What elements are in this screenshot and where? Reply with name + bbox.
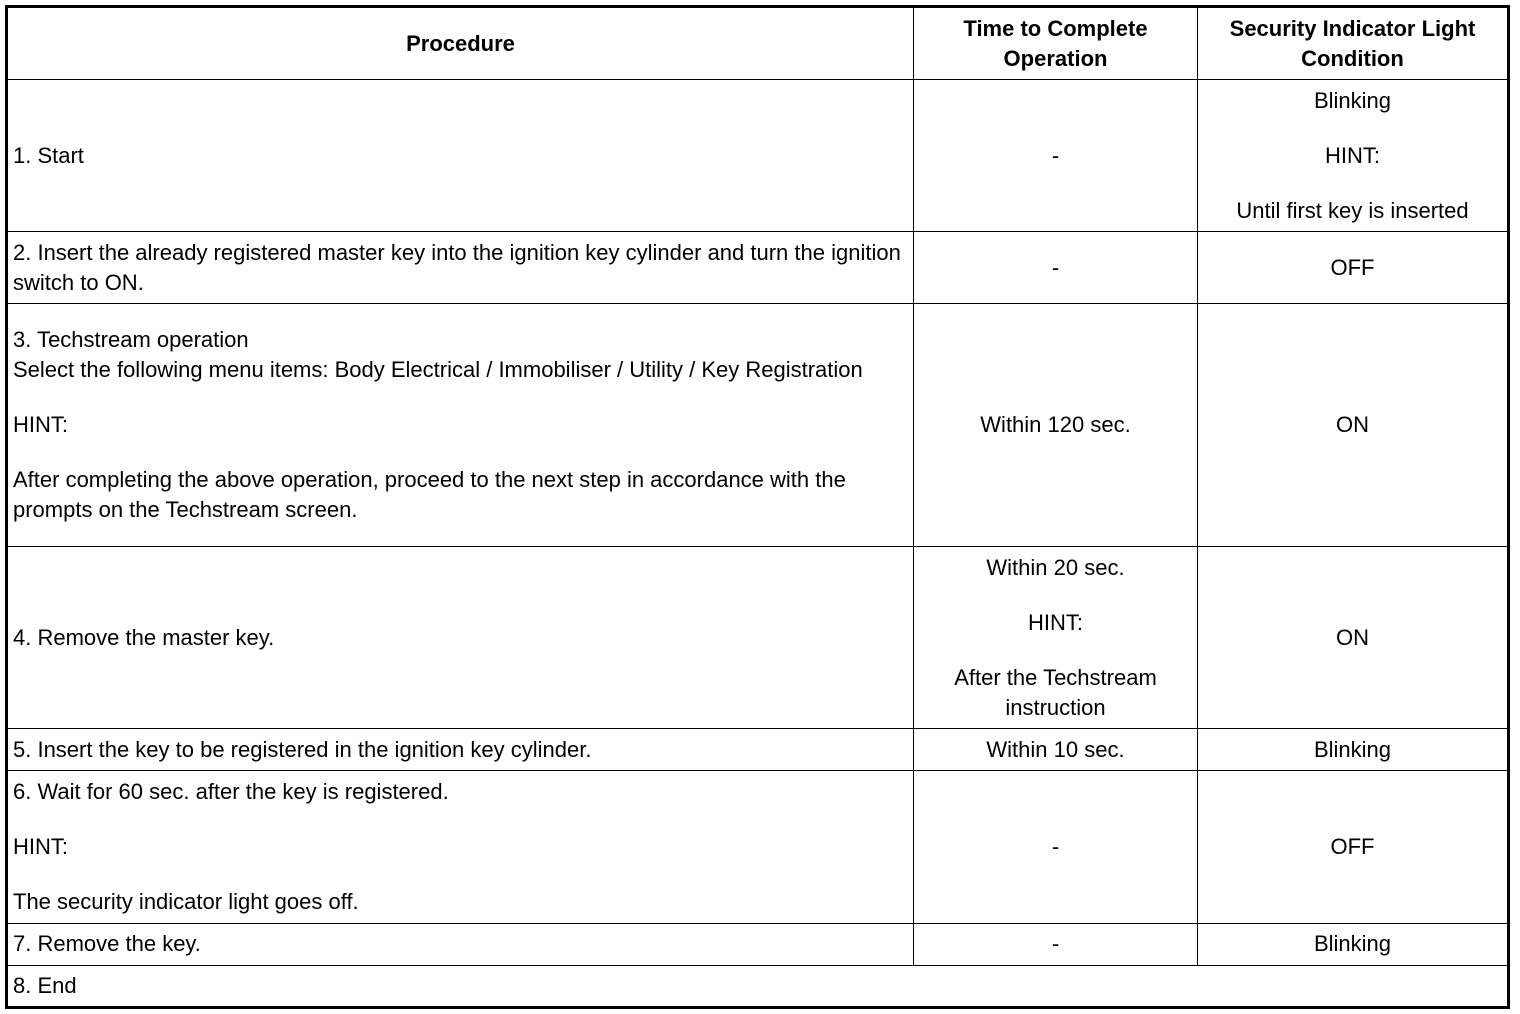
light-cell: ON bbox=[1198, 546, 1509, 728]
procedure-cell: 6. Wait for 60 sec. after the key is registered. HINT: The security indicator light goes off. bbox=[7, 771, 914, 923]
table-row bbox=[7, 80, 1509, 232]
header-row bbox=[7, 7, 1509, 80]
header-procedure: Procedure bbox=[7, 7, 914, 80]
light-cell: OFF bbox=[1198, 232, 1509, 304]
procedure-table bbox=[5, 5, 1510, 1009]
time-cell: - bbox=[914, 80, 1198, 232]
time-cell: Within 10 sec. bbox=[914, 729, 1198, 771]
table-row-end bbox=[7, 965, 1509, 1007]
procedure-cell: 3. Techstream operation Select the following menu items: Body Electrical / Immobiliser / Utility / Key Registration HINT: After completing the above operation, proceed to the next step in accordance with the prompts on the Techstream screen. bbox=[7, 304, 914, 547]
procedure-cell: 5. Insert the key to be registered in the ignition key cylinder. bbox=[7, 729, 914, 771]
table-row bbox=[7, 304, 1509, 547]
time-cell: - bbox=[914, 771, 1198, 923]
table-row bbox=[7, 546, 1509, 728]
light-cell: ON bbox=[1198, 304, 1509, 547]
light-cell: Blinking bbox=[1198, 923, 1509, 965]
time-cell: Within 20 sec. HINT: After the Techstream instruction bbox=[914, 546, 1198, 728]
procedure-cell: 4. Remove the master key. bbox=[7, 546, 914, 728]
light-cell: OFF bbox=[1198, 771, 1509, 923]
procedure-cell: 8. End bbox=[7, 965, 1509, 1007]
time-cell: - bbox=[914, 923, 1198, 965]
time-cell: Within 120 sec. bbox=[914, 304, 1198, 547]
header-light-condition: Security Indicator Light Condition bbox=[1198, 7, 1509, 80]
table-row bbox=[7, 729, 1509, 771]
time-cell: - bbox=[914, 232, 1198, 304]
table-row bbox=[7, 232, 1509, 304]
procedure-cell: 7. Remove the key. bbox=[7, 923, 914, 965]
procedure-cell: 1. Start bbox=[7, 80, 914, 232]
table-row bbox=[7, 771, 1509, 923]
header-time-to-complete: Time to Complete Operation bbox=[914, 7, 1198, 80]
table-row bbox=[7, 923, 1509, 965]
procedure-cell: 2. Insert the already registered master key into the ignition key cylinder and turn the ignition switch to ON. bbox=[7, 232, 914, 304]
light-cell: Blinking bbox=[1198, 729, 1509, 771]
light-cell: Blinking HINT: Until first key is inserted bbox=[1198, 80, 1509, 232]
